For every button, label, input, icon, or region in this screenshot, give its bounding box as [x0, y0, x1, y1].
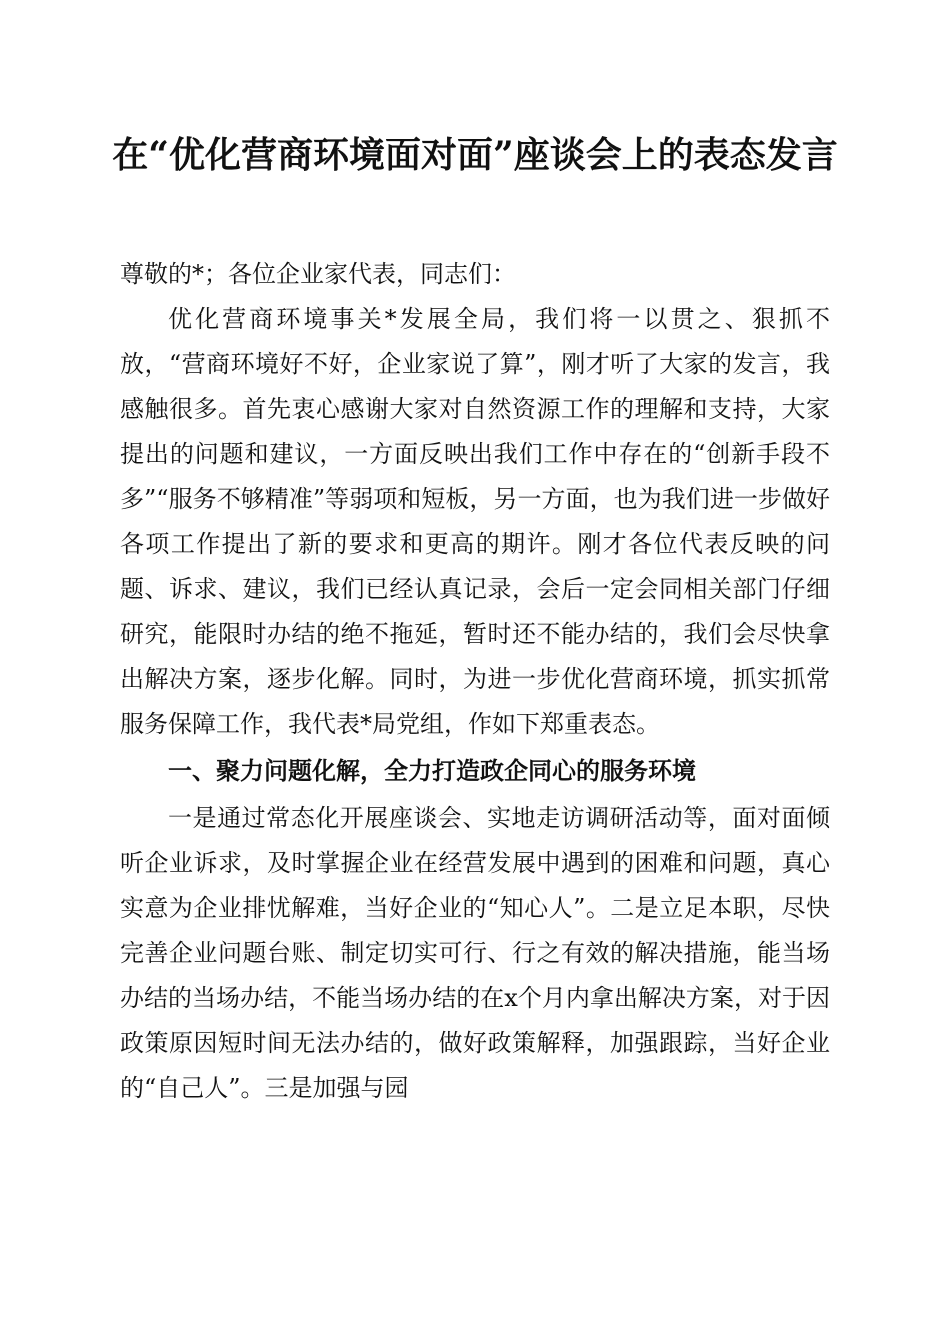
- salutation: 尊敬的*；各位企业家代表，同志们：: [120, 260, 516, 288]
- document-title: 在“优化营商环境面对面”座谈会上的表态发言: [112, 134, 838, 176]
- paragraph-intro: 优化营商环境事关*发展全局，我们将一以贯之、狠抓不放，“营商环境好不好，企业家说了算”，刚才听了大家的发言，我感触很多。首先衷心感谢大家对自然资源工作的理解和支持，大家提出的问题和建议，一方面反映出我们工作中存在的“创新手段不多”“服务不够精准”等弱项和短板，另一方面，也为我们进一步做好各项工作提出了新的要求和更高的期许。刚才各位代表反映的问题、诉求、建议，我们已经认真记录，会后一定会同相关部门仔细研究，能限时办结的绝不拖延，暂时还不能办结的，我们会尽快拿出解决方案，逐步化解。同时，为进一步优化营商环境，抓实抓常服务保障工作，我代表*局党组，作如下郑重表态。: [120, 305, 830, 738]
- section-heading-1: 一、聚力问题化解，全力打造政企同心的服务环境: [168, 757, 696, 785]
- paragraph-section-1: 一是通过常态化开展座谈会、实地走访调研活动等，面对面倾听企业诉求，及时掌握企业在经营发展中遇到的困难和问题，真心实意为企业排忧解难，当好企业的“知心人”。二是立足本职，尽快完善企业问题台账、制定切实可行、行之有效的解决措施，能当场办结的当场办结，不能当场办结的在x个月内拿出解决方案，对于因政策原因短时间无法办结的，做好政策解释，加强跟踪，当好企业的“自己人”。三是加强与园: [120, 804, 830, 1102]
- document-body: [120, 252, 830, 1111]
